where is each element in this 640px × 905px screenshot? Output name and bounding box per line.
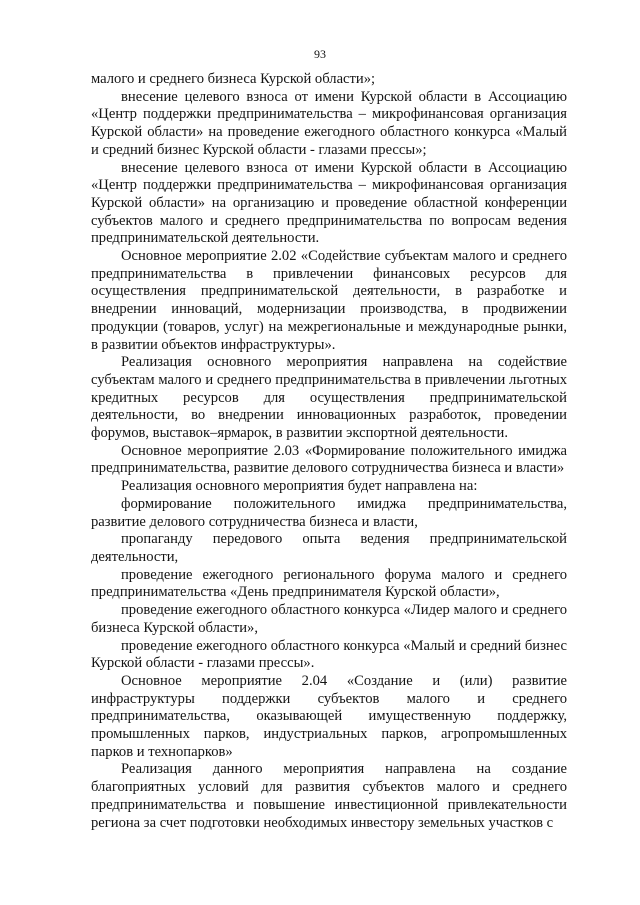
paragraph-continuation: малого и среднего бизнеса Курской области»;: [91, 71, 376, 87]
paragraph-measure-2-04-implementation: Реализация данного мероприятия направлена на создание благоприятных условий для развития субъектов малого и среднего предпринимательства и повышение инвестиционной привлекательности региона за счет подготовки необходимых инвестору земельных участков с: [91, 761, 567, 831]
paragraph-regional-forum: проведение ежегодного регионального форума малого и среднего предпринимательства «День предпринимателя Курской области»,: [91, 566, 567, 601]
paragraph-experience-promotion: пропаганду передового опыта ведения предпринимательской деятельности,: [91, 531, 567, 565]
page-number: 93: [314, 47, 326, 61]
paragraph-measure-2-02: Основное мероприятие 2.02 «Содействие субъектам малого и среднего предпринимательства в привлечении финансовых ресурсов для осуществления предпринимательской деятельности, в разработке и внедрении инноваций, модернизации производства, в продвижении продукции (товаров, услуг) на межрегиональные и международные рынки, в развитии объектов инфраструктуры».: [91, 248, 567, 353]
paragraph-measure-2-03-intro: Реализация основного мероприятия будет направлена на:: [121, 478, 478, 495]
paragraph-measure-2-02-implementation: Реализация основного мероприятия направлена на содействие субъектам малого и среднего предпринимательства в привлечении льготных кредитных ресурсов для осуществления предпринимательской деятельности, во внедрении инновационных разработок, проведении форумов, выставок–ярмарок, в развитии экспортной деятельности.: [91, 354, 567, 442]
paragraph-image-formation: формирование положительного имиджа предпринимательства, развитие делового сотрудничества бизнеса и власти,: [91, 495, 567, 530]
paragraph-contribution-conference: внесение целевого взноса от имени Курской области в Ассоциацию «Центр поддержки предпринимательства – микрофинансовая организация Курской области» на организацию и проведение областной конференции субъектов малого и среднего предпринимательства по вопросам ведения предпринимательской деятельности.: [91, 159, 567, 247]
paragraph-press-contest: проведение ежегодного областного конкурса «Малый и средний бизнес Курской области - глазами прессы».: [91, 637, 567, 672]
paragraph-measure-2-03: Основное мероприятие 2.03 «Формирование положительного имиджа предпринимательства, развитие делового сотрудничества бизнеса и власти»: [91, 442, 567, 477]
paragraph-measure-2-04: Основное мероприятие 2.04 «Создание и (или) развитие инфраструктуры поддержки субъектов малого и среднего предпринимательства, оказывающей имущественную поддержку, промышленных парков, индустриальных парков, агропромышленных парков и технопарков»: [91, 672, 567, 760]
paragraph-contribution-press-contest: внесение целевого взноса от имени Курской области в Ассоциацию «Центр поддержки предпринимательства – микрофинансовая организация Курской области» на проведение ежегодного областного конкурса «Малый и средний бизнес Курской области - глазами прессы»;: [91, 88, 567, 158]
paragraph-leader-contest: проведение ежегодного областного конкурса «Лидер малого и среднего бизнеса Курской области»,: [91, 602, 567, 636]
page-text: [91, 71, 567, 832]
